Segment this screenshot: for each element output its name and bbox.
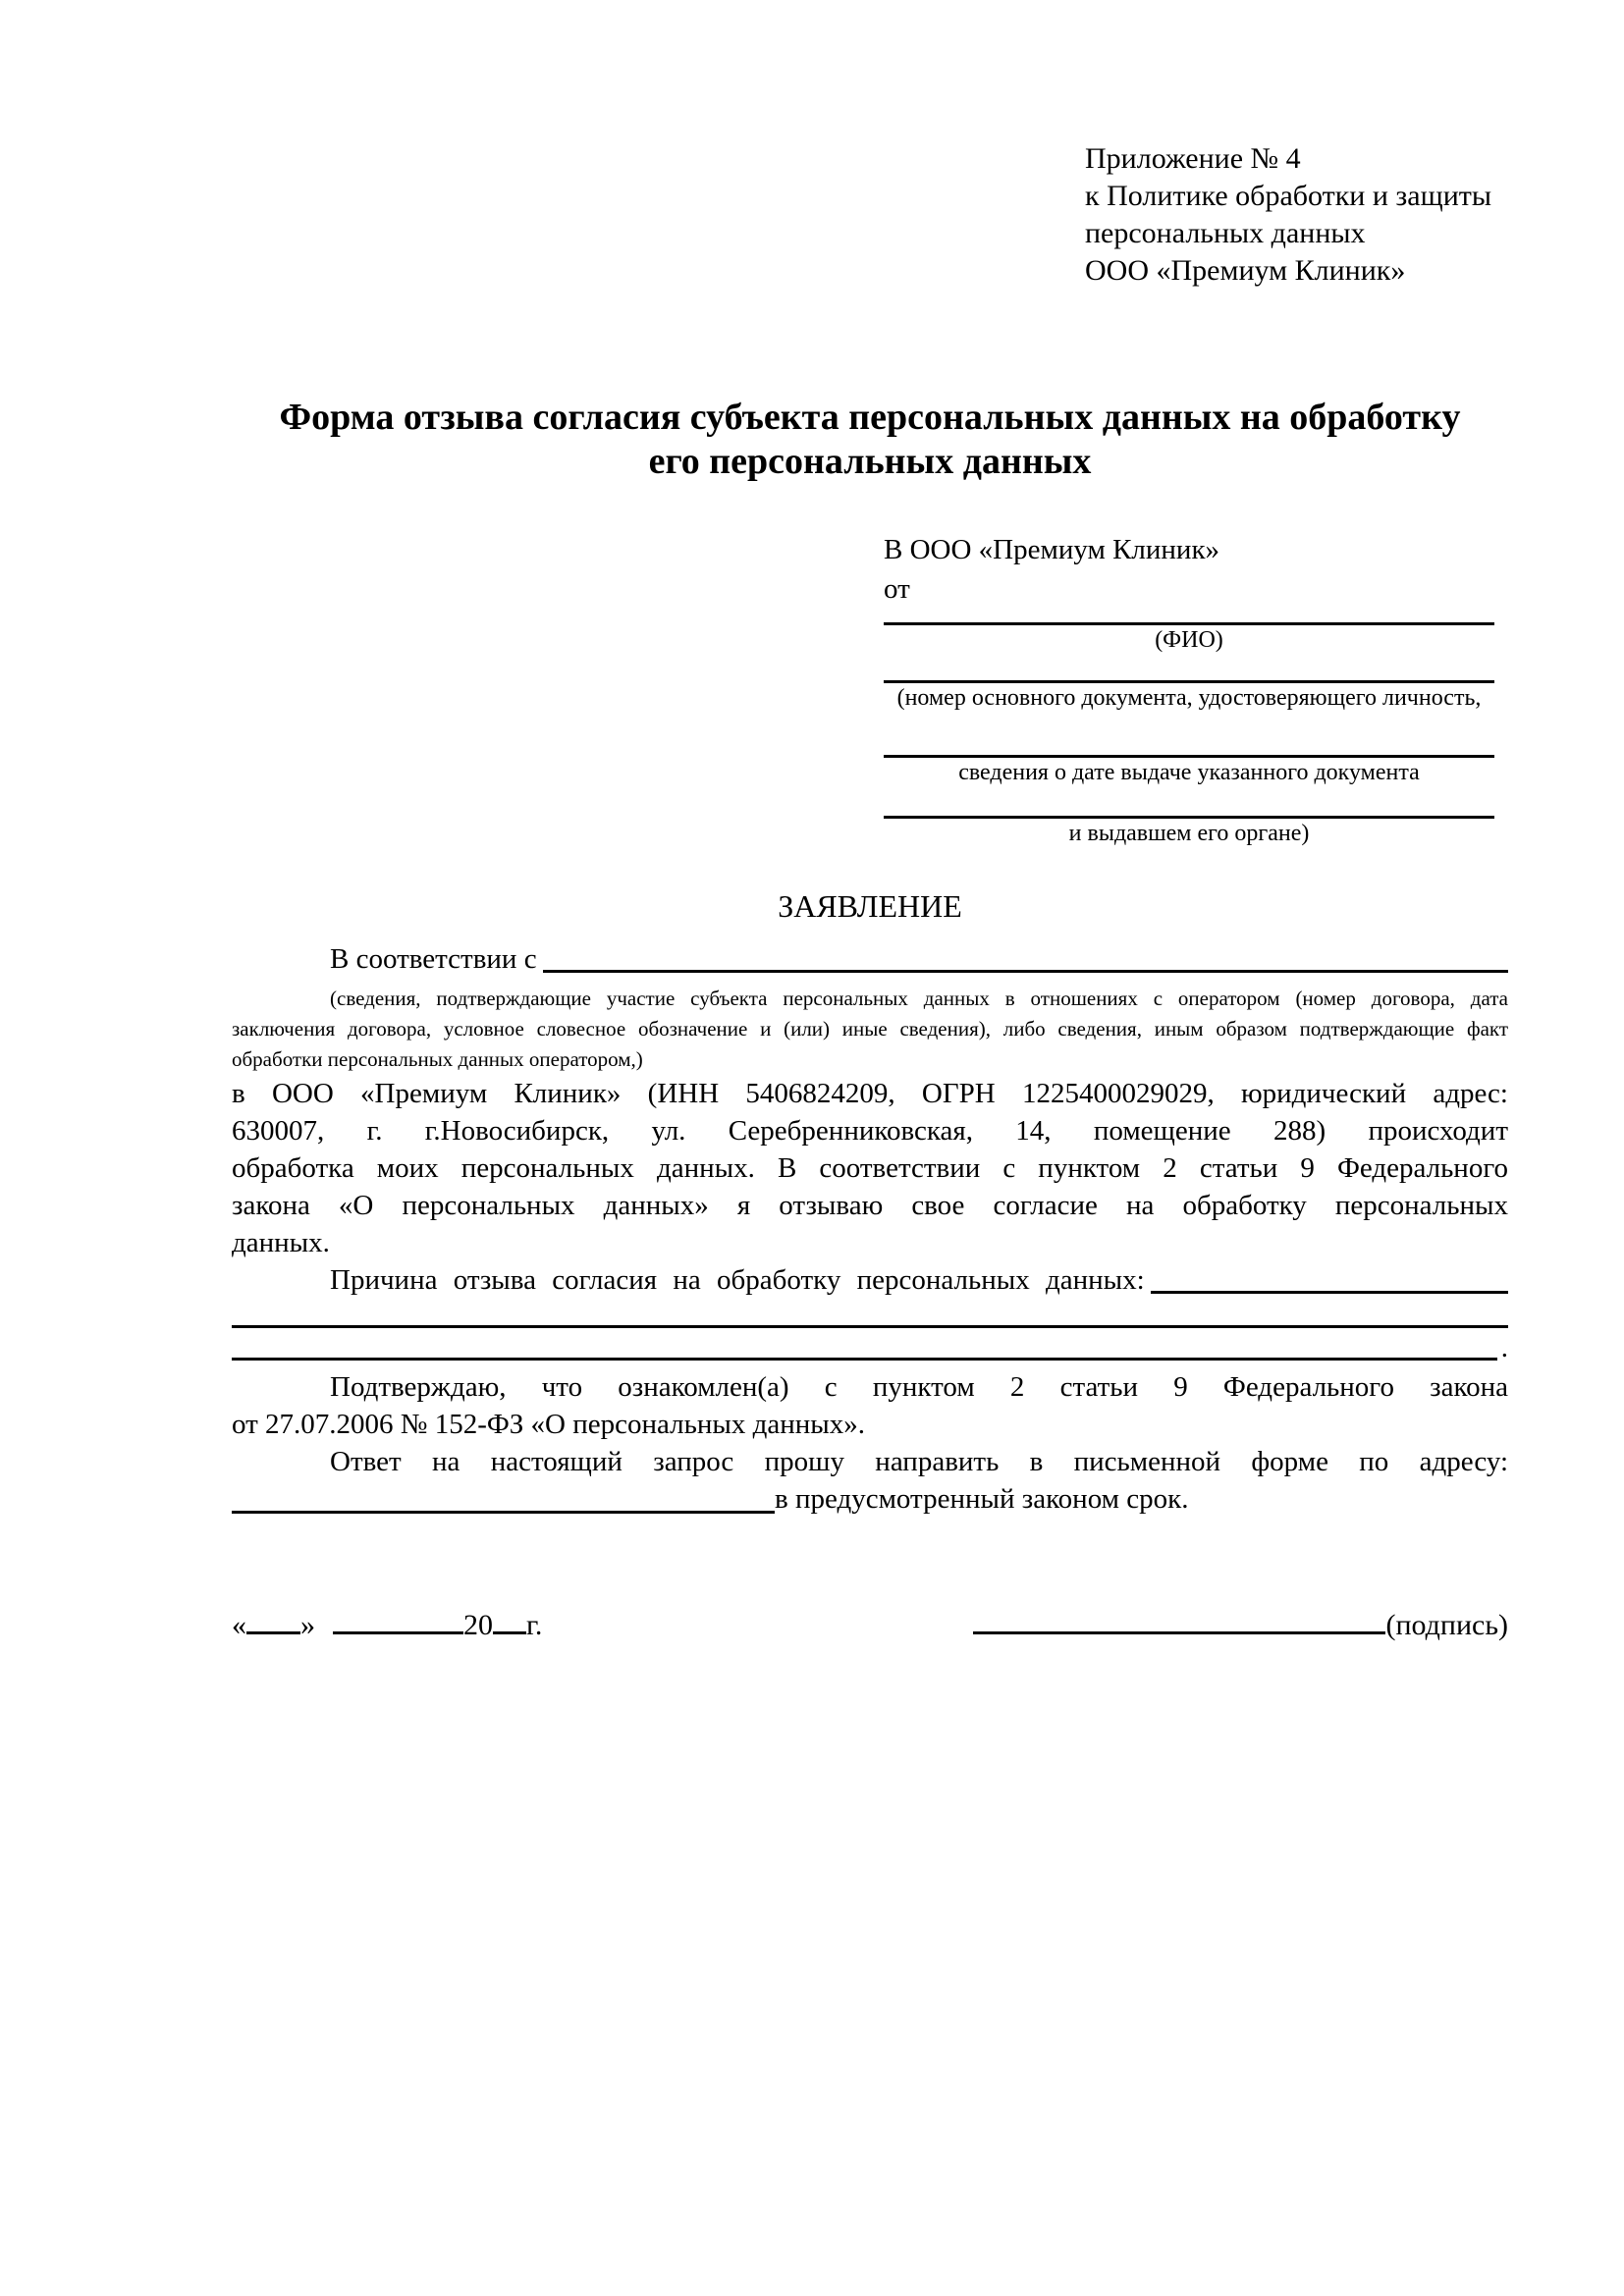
address-blank-line — [232, 1483, 775, 1514]
appendix-block — [1085, 140, 1508, 290]
note-line: (сведения, подтверждающие участие субъекта персональных данных в отношениях с оператором (номер договора, дата — [330, 987, 1508, 1010]
confirm-line: Подтверждаю, что ознакомлен(а) с пунктом 2 статьи 9 Федерального закона — [330, 1371, 1508, 1403]
reason-blank-line — [1151, 1291, 1508, 1294]
issuing-authority-blank-line — [884, 787, 1494, 819]
appendix-line: ООО «Премиум Клиник» — [1085, 254, 1406, 287]
body-line: обработка моих персональных данных. В соответствии с пунктом 2 статьи 9 Федерального — [232, 1152, 1508, 1184]
body-paragraph — [232, 1075, 1508, 1261]
body-line: в ООО «Премиум Клиник» (ИНН 5406824209, ОГРН 1225400029029, юридический адрес: — [232, 1078, 1508, 1109]
confirm-line: от 27.07.2006 № 152-ФЗ «О персональных данных». — [232, 1409, 866, 1440]
reason-row — [232, 1261, 1508, 1299]
signature-caption: (подпись) — [1385, 1609, 1508, 1641]
intro-blank-line — [543, 970, 1508, 973]
intro-prefix: В соответствии с — [330, 943, 537, 975]
reason-prefix: Причина отзыва согласия на обработку персональных данных: — [330, 1264, 1145, 1296]
body-line: 630007, г. г.Новосибирск, ул. Серебренниковская, 14, помещение 288) происходит — [232, 1115, 1508, 1147]
document-title — [232, 396, 1508, 484]
appendix-line: к Политике обработки и защиты — [1085, 180, 1492, 212]
page-content — [232, 140, 1508, 1646]
statement-heading: ЗАЯВЛЕНИЕ — [778, 888, 962, 924]
reason-blank-line-3 — [232, 1358, 1497, 1361]
date-field — [232, 1604, 542, 1646]
reply-address-row — [232, 1480, 1508, 1518]
id-document-blank-line — [884, 655, 1494, 683]
note-paragraph — [232, 984, 1508, 1075]
reason-blank-row-3 — [232, 1328, 1508, 1361]
title-line-1: Форма отзыва согласия субъекта персональных данных на обработку — [279, 397, 1461, 438]
month-blank-line — [333, 1604, 463, 1634]
issue-date-caption: сведения о дате выдаче указанного документа — [958, 760, 1420, 785]
confirm-paragraph — [232, 1368, 1508, 1443]
note-line: обработки персональных данных оператором,) — [232, 1047, 643, 1071]
fio-blank-line — [884, 609, 1494, 625]
title-line-2: его персональных данных — [648, 441, 1092, 482]
fio-caption: (ФИО) — [1155, 627, 1223, 653]
date-signature-row — [232, 1604, 1508, 1646]
addressee-from-label: от — [884, 573, 910, 605]
note-line: заключения договора, условное словесное обозначение и (или) иные сведения), либо сведения, иным образом подтверждающие факт — [232, 1017, 1508, 1041]
sentence-period: . — [1500, 1332, 1508, 1363]
addressee-block — [884, 530, 1494, 848]
year-suffix: г. — [526, 1609, 543, 1641]
appendix-line: Приложение № 4 — [1085, 142, 1301, 175]
year-prefix: 20 — [463, 1609, 493, 1641]
signature-blank-line — [973, 1604, 1385, 1634]
issue-date-blank-line — [884, 713, 1494, 758]
spacer — [232, 1299, 1508, 1325]
body-line: закона «О персональных данных» я отзываю свое согласие на обработку персональных — [232, 1190, 1508, 1221]
appendix-line: персональных данных — [1085, 217, 1366, 249]
year-blank-line — [493, 1604, 526, 1634]
reply-suffix: в предусмотренный законом срок. — [775, 1483, 1189, 1515]
addressee-to: В ООО «Премиум Клиник» — [884, 534, 1220, 565]
day-blank-line — [246, 1604, 300, 1634]
quote-open: « — [232, 1609, 246, 1641]
signature-field — [973, 1604, 1508, 1646]
reply-line: Ответ на настоящий запрос прошу направить в письменной форме по адресу: — [330, 1446, 1508, 1477]
intro-row — [232, 940, 1508, 978]
body-line: данных. — [232, 1227, 330, 1258]
id-document-caption: (номер основного документа, удостоверяющего личность, — [896, 685, 1482, 711]
quote-close: » — [300, 1609, 315, 1641]
issuing-authority-caption: и выдавшем его органе) — [1068, 821, 1310, 846]
